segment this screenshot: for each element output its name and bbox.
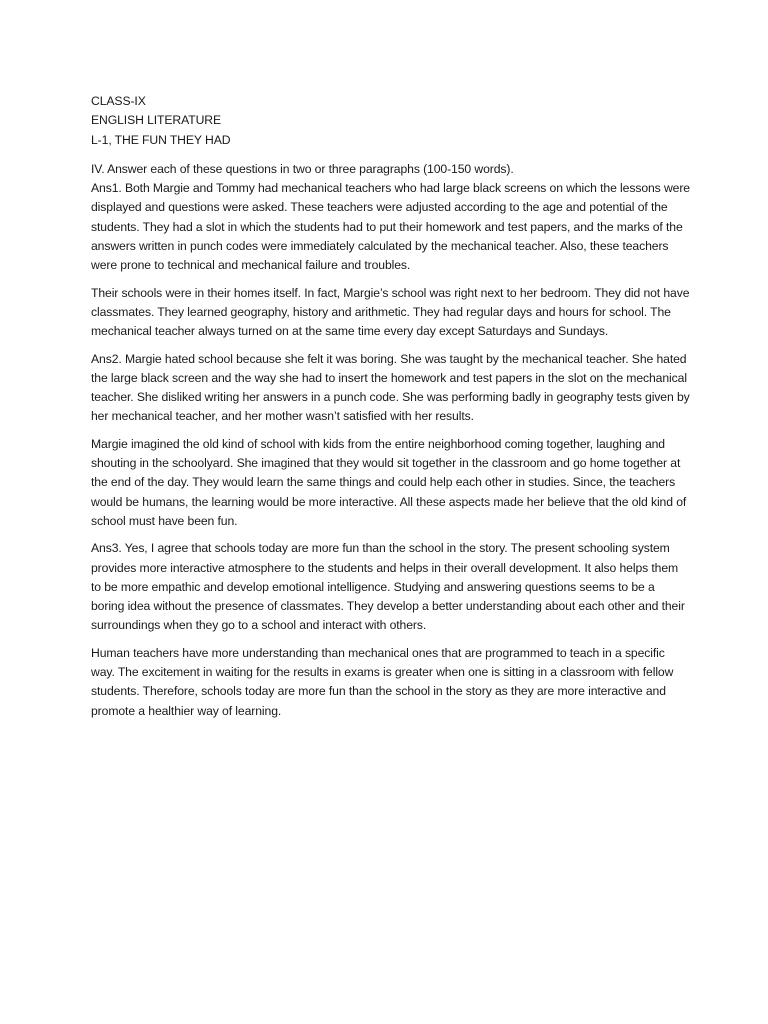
answer-paragraph-2: Their schools were in their homes itself. In fact, Margie’s school was right next to her bedroom. They did not have classmates. They learned geography, history and arithmetic. They had regular days and hours for school. The mechanical teacher always turned on at the same time every day except Saturdays and Sundays. [91, 285, 690, 339]
answer-paragraph-1: Ans1. Both Margie and Tommy had mechanical teachers who had large black screens on which the lessons were displayed and questions were asked. These teachers were adjusted according to the age and potential of the students. They had a slot in which the students had to put their homework and test papers, and the marks of the answers written in punch codes were immediately calculated by the mechanical teacher. Also, these teachers were prone to technical and mechanical failure and troubles. [91, 181, 690, 273]
subject-heading: ENGLISH LITERATURE [91, 113, 222, 128]
answer-paragraph-3: Ans2. Margie hated school because she felt it was boring. She was taught by the mechanical teacher. She hated the large black screen and the way she had to insert the homework and test papers in the slot on the mechanical teacher. She disliked writing her answers in a punch code. She was performing badly in geography tests given by her mechanical teacher, and her mother wasn’t satisfied with her results. [91, 351, 690, 424]
class-heading: CLASS-IX [91, 94, 146, 108]
question-text: IV. Answer each of these questions in two or three paragraphs (100-150 words). [91, 161, 514, 176]
answer-paragraph-4: Margie imagined the old kind of school with kids from the entire neighborhood coming together, laughing and shouting in the schoolyard. She imagined that they would sit together in the classroom and go home together at the end of the day. They would learn the same things and could help each other in studies. Since, the teachers would be humans, the learning would be more interactive. All these aspects made her believe that the old kind of school must have been fun. [91, 436, 687, 528]
lesson-heading: L-1, THE FUN THEY HAD [91, 132, 231, 147]
document-body [91, 92, 691, 721]
answer-paragraph-5: Ans3. Yes, I agree that schools today are more fun than the school in the story. The present schooling system provides more interactive atmosphere to the students and helps in their overall development. It also helps them to be more empathic and develop emotional intelligence. Studying and answering questions seems to be a boring idea without the presence of classmates. They develop a better understanding about each other and their surroundings when they go to a school and interact with others. [91, 541, 685, 633]
header-spacer [91, 150, 691, 160]
answer-paragraph-6: Human teachers have more understanding than mechanical ones that are programmed to teach in a specific way. The excitement in waiting for the results in exams is greater when one is sitting in a classroom with fellow students. Therefore, schools today are more fun than the school in the story as they are more interactive and promote a healthier way of learning. [91, 645, 674, 718]
